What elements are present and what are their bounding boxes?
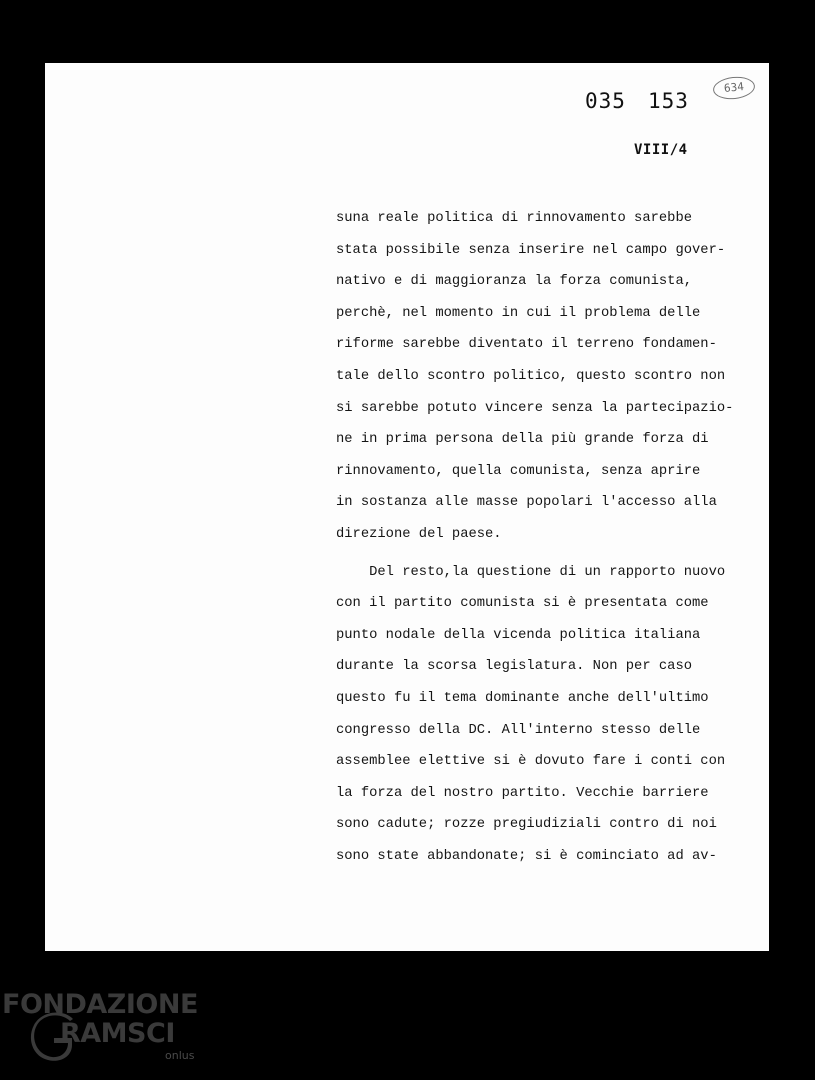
text-line: Del resto,la questione di un rapporto nuovo <box>336 564 726 580</box>
text-line: sono state abbandonate; si è cominciato ad av- <box>336 848 717 864</box>
text-line: perchè, nel momento in cui il problema delle <box>336 305 701 321</box>
text-line: congresso della DC. All'interno stesso delle <box>336 722 701 738</box>
fondazione-gramsci-logo <box>0 985 215 1075</box>
text-line: riforme sarebbe diventato il terreno fondamen- <box>336 337 717 353</box>
text-line: con il partito comunista si è presentata come <box>336 596 709 612</box>
text-line: direzione del paese. <box>336 526 502 542</box>
text-line: nativo e di maggioranza la forza comunista, <box>336 274 693 290</box>
text-line: in sostanza alle masse popolari l'accesso alla <box>336 495 717 511</box>
text-line: sono cadute; rozze pregiudiziali contro di noi <box>336 817 717 833</box>
text-line: tale dello scontro politico, questo scontro non <box>336 368 726 384</box>
text-line: la forza del nostro partito. Vecchie barriere <box>336 785 709 801</box>
logo-line-2: RAMSCI <box>60 1018 175 1049</box>
text-line: assemblee elettive si è dovuto fare i conti con <box>336 754 726 770</box>
archive-number-part-a: 035 <box>585 89 626 113</box>
text-line: ne in prima persona della più grande forza di <box>336 432 709 448</box>
text-line: rinnovamento, quella comunista, senza aprire <box>336 463 701 479</box>
text-line: stata possibile senza inserire nel campo gover- <box>336 242 726 258</box>
archive-number-part-b: 153 <box>647 89 689 113</box>
section-code: VIII/4 <box>634 142 688 158</box>
logo-line-1: FONDAZIONE <box>2 989 198 1020</box>
logo-subtitle: onlus <box>165 1049 195 1062</box>
text-line: durante la scorsa legislatura. Non per caso <box>336 659 693 675</box>
text-line: suna reale politica di rinnovamento sarebbe <box>336 211 693 226</box>
archive-stamp: 634 <box>712 75 756 101</box>
text-line: si sarebbe potuto vincere senza la partecipazio- <box>336 400 734 416</box>
document-page <box>45 63 769 951</box>
text-line: punto nodale della vicenda politica italiana <box>336 627 701 643</box>
archive-number <box>585 89 689 113</box>
typed-text-body <box>336 203 756 872</box>
text-line: questo fu il tema dominante anche dell'ultimo <box>336 690 709 706</box>
